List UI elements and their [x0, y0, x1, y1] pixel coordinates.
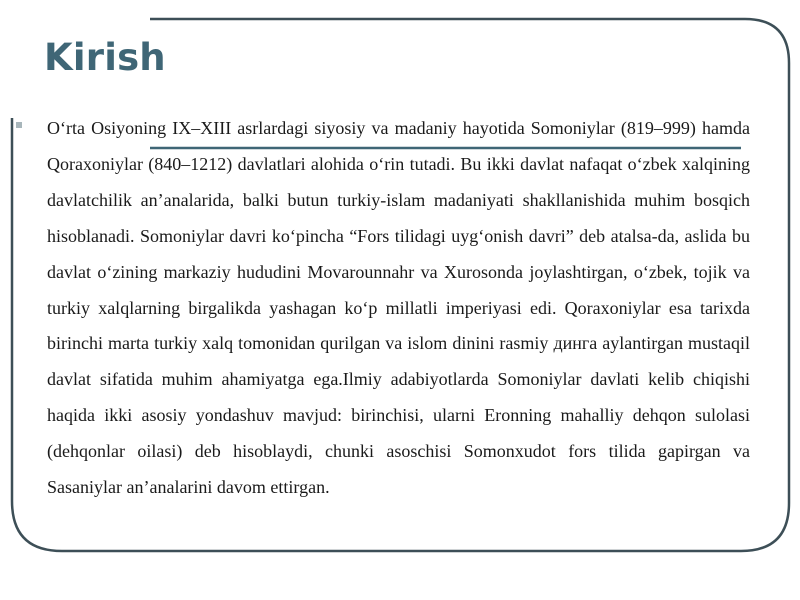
slide-title: Kirish — [44, 36, 166, 79]
body-paragraph: O‘rta Osiyoning IX–XIII asrlardagi siyosiy va madaniy hayotida Somoniylar (819–999) hamda Qoraxoniylar (840–1212) davlatlari alohida o‘rin tutadi. Bu ikki davlat nafaqat o‘zbek xalqining davlatchilik an’analarida, balki butun turkiy-islam madaniyati shakllanishida muhim bosqich hisoblanadi. Somoniylar davri ko‘pincha “Fors tilidagi uyg‘onish davri” deb atalsa-da, aslida bu davlat o‘zining markaziy hududini Movarounnahr va Xurosonda joylashtirgan, o‘zbek, tojik va turkiy xalqlarning birgalikda yashagan ko‘p millatli imperiyasi edi. Qoraxoniylar esa tarixda birinchi marta turkiy xalq tomonidan qurilgan va islom dinini rasmiy динга aylantirgan mustaqil davlat sifatida muhim ahamiyatga ega.Ilmiy adabiyotlarda Somoniylar davlati kelib chiqishi haqida ikki asosiy yondashuv mavjud: birinchisi, ularni Eronning mahalliy dehqon sulolasi (dehqonlar oilasi) deb hisoblaydi, chunki asoschisi Somonxudot fors tilida gapirgan va Sasaniylar an’analarini davom ettirgan. — [47, 118, 750, 498]
bullet-marker — [16, 122, 22, 128]
